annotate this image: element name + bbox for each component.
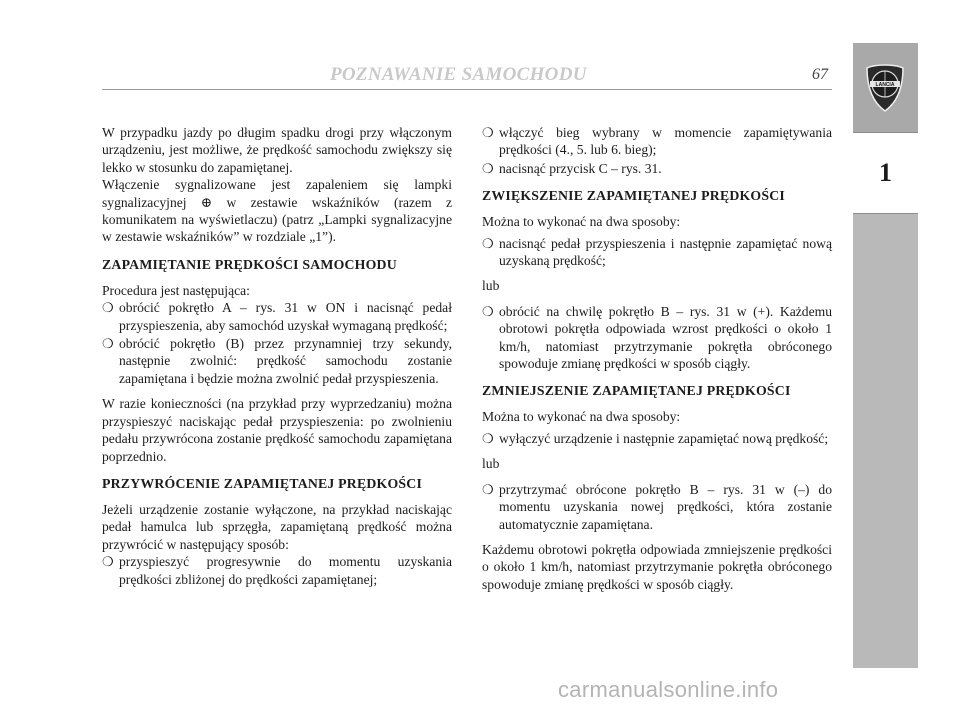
bullet-icon: ❍ — [102, 336, 114, 352]
left-column — [102, 124, 452, 596]
increase-intro: Można to wykonać na dwa sposoby: — [482, 214, 681, 230]
intro-block — [102, 124, 452, 246]
overtake-note: W razie konieczności (na przykład przy wyprzedzaniu) można przyspieszyć naciskając pedał przyspieszenia: po zwolnieniu pedału przywrócona zostanie prędkość samochodu zapamiętana poprzednio. — [102, 396, 452, 464]
decrease-list-1 — [482, 430, 832, 447]
list-item: ❍ obrócić na chwilę pokrętło B – rys. 31 w (+). Każdemu obrotowi pokrętła odpowiada wzrost prędkości o około 1 km/h, natomiast przytrzymanie pokrętła obróconego spowoduje zmianę prędkości w sposób ciągły. — [482, 303, 832, 372]
list-item: ❍ nacisnąć pedał przyspieszenia i następnie zapamiętać nową uzyskaną prędkość; — [482, 235, 832, 269]
list-item: ❍ przyspieszyć progresywnie do momentu uzyskania prędkości zbliżonej do prędkości zapamiętanej; — [102, 554, 452, 587]
or-label: lub — [482, 456, 500, 472]
restore-intro: Jeżeli urządzenie zostanie wyłączone, na przykład naciskając pedał hamulca lub sprzęgła, zapamiętaną prędkość można przywrócić w następujący sposób: — [102, 501, 452, 552]
list-item: ❍ przytrzymać obrócone pokrętło B – rys. 31 w (–) do momentu uzyskania nowej prędkości, która zostanie automatycznie zapamiętana. — [482, 481, 832, 532]
increase-list-1 — [482, 235, 832, 270]
heading-restore-speed: PRZYWRÓCENIE ZAPAMIĘTANEJ PRĘDKOŚCI — [102, 475, 423, 491]
bullet-icon: ❍ — [102, 554, 114, 570]
restore-speed-list — [102, 553, 452, 588]
watermark: carmanualsonline.info — [558, 677, 779, 702]
decrease-intro: Można to wykonać na dwa sposoby: — [482, 409, 681, 425]
header-rule — [102, 89, 832, 90]
right-column — [482, 124, 832, 601]
heading-increase-speed: ZWIĘKSZENIE ZAPAMIĘTANEJ PRĘDKOŚCI — [482, 188, 785, 204]
section-title: POZNAWANIE SAMOCHODU — [330, 64, 587, 85]
store-speed-list — [102, 299, 452, 387]
increase-list-2 — [482, 303, 832, 373]
heading-decrease-speed: ZMNIEJSZENIE ZAPAMIĘTANEJ PRĘDKOŚCI — [482, 383, 791, 399]
heading-store-speed: ZAPAMIĘTANIE PRĘDKOŚCI SAMOCHODU — [102, 256, 397, 272]
list-item: ❍ włączyć bieg wybrany w momencie zapamiętywania prędkości (4., 5. lub 6. bieg); — [482, 125, 832, 158]
procedure-intro: Procedura jest następująca: — [102, 282, 250, 298]
bullet-icon: ❍ — [482, 125, 494, 140]
decrease-list-2 — [482, 481, 832, 533]
bullet-icon: ❍ — [482, 160, 494, 176]
chapter-sidebar — [853, 43, 918, 668]
bullet-icon: ❍ — [482, 430, 494, 446]
bullet-icon: ❍ — [482, 235, 494, 251]
decrease-note: Każdemu obrotowi pokrętła odpowiada zmniejszenie prędkości o około 1 km/h, natomiast przytrzymanie pokrętła obróconego spowoduje zmianę prędkości w sposób ciągły. — [482, 541, 832, 592]
page-number: 67 — [812, 66, 828, 83]
list-item: ❍ obrócić pokrętło A – rys. 31 w ON i nacisnąć pedał przyspieszenia, aby samochód uzyskał wymaganą prędkość; — [102, 300, 452, 333]
lancia-logo-icon — [863, 63, 907, 113]
logo-text: LANCIA — [875, 82, 895, 88]
list-item: ❍ nacisnąć przycisk C – rys. 31. — [482, 160, 662, 176]
chapter-tab[interactable]: 1 — [853, 132, 918, 214]
restore-speed-list-continued — [482, 124, 832, 177]
intro-paragraph: W przypadku jazdy po długim spadku drogi przy włączonym urządzeniu, jest możliwe, że prędkość samochodu zwiększy się lekko w stosunku do zapamiętanej. — [102, 125, 452, 175]
sidebar-logo-area — [853, 43, 918, 132]
bullet-icon: ❍ — [482, 303, 494, 319]
or-label: lub — [482, 278, 500, 294]
bullet-icon: ❍ — [482, 481, 494, 497]
list-item: ❍ obrócić pokrętło (B) przez przynamniej trzy sekundy, następnie zwolnić: prędkość samochodu zostanie zapamiętana i będzie można zwolnić pedał przyspieszenia. — [102, 336, 452, 386]
list-item: ❍ wyłączyć urządzenie i następnie zapamiętać nową prędkość; — [482, 430, 829, 446]
bullet-icon: ❍ — [102, 300, 114, 316]
intro-paragraph-indicator: Włączenie sygnalizowane jest zapaleniem się lampki sygnalizacyjnej ⊕ w zestawie wskaźników (razem z komunikatem na wyświetlaczu) (patrz „Lampki sygnalizacyjne w zestawie wskaźników” w rozdziale „1”). — [102, 177, 452, 245]
